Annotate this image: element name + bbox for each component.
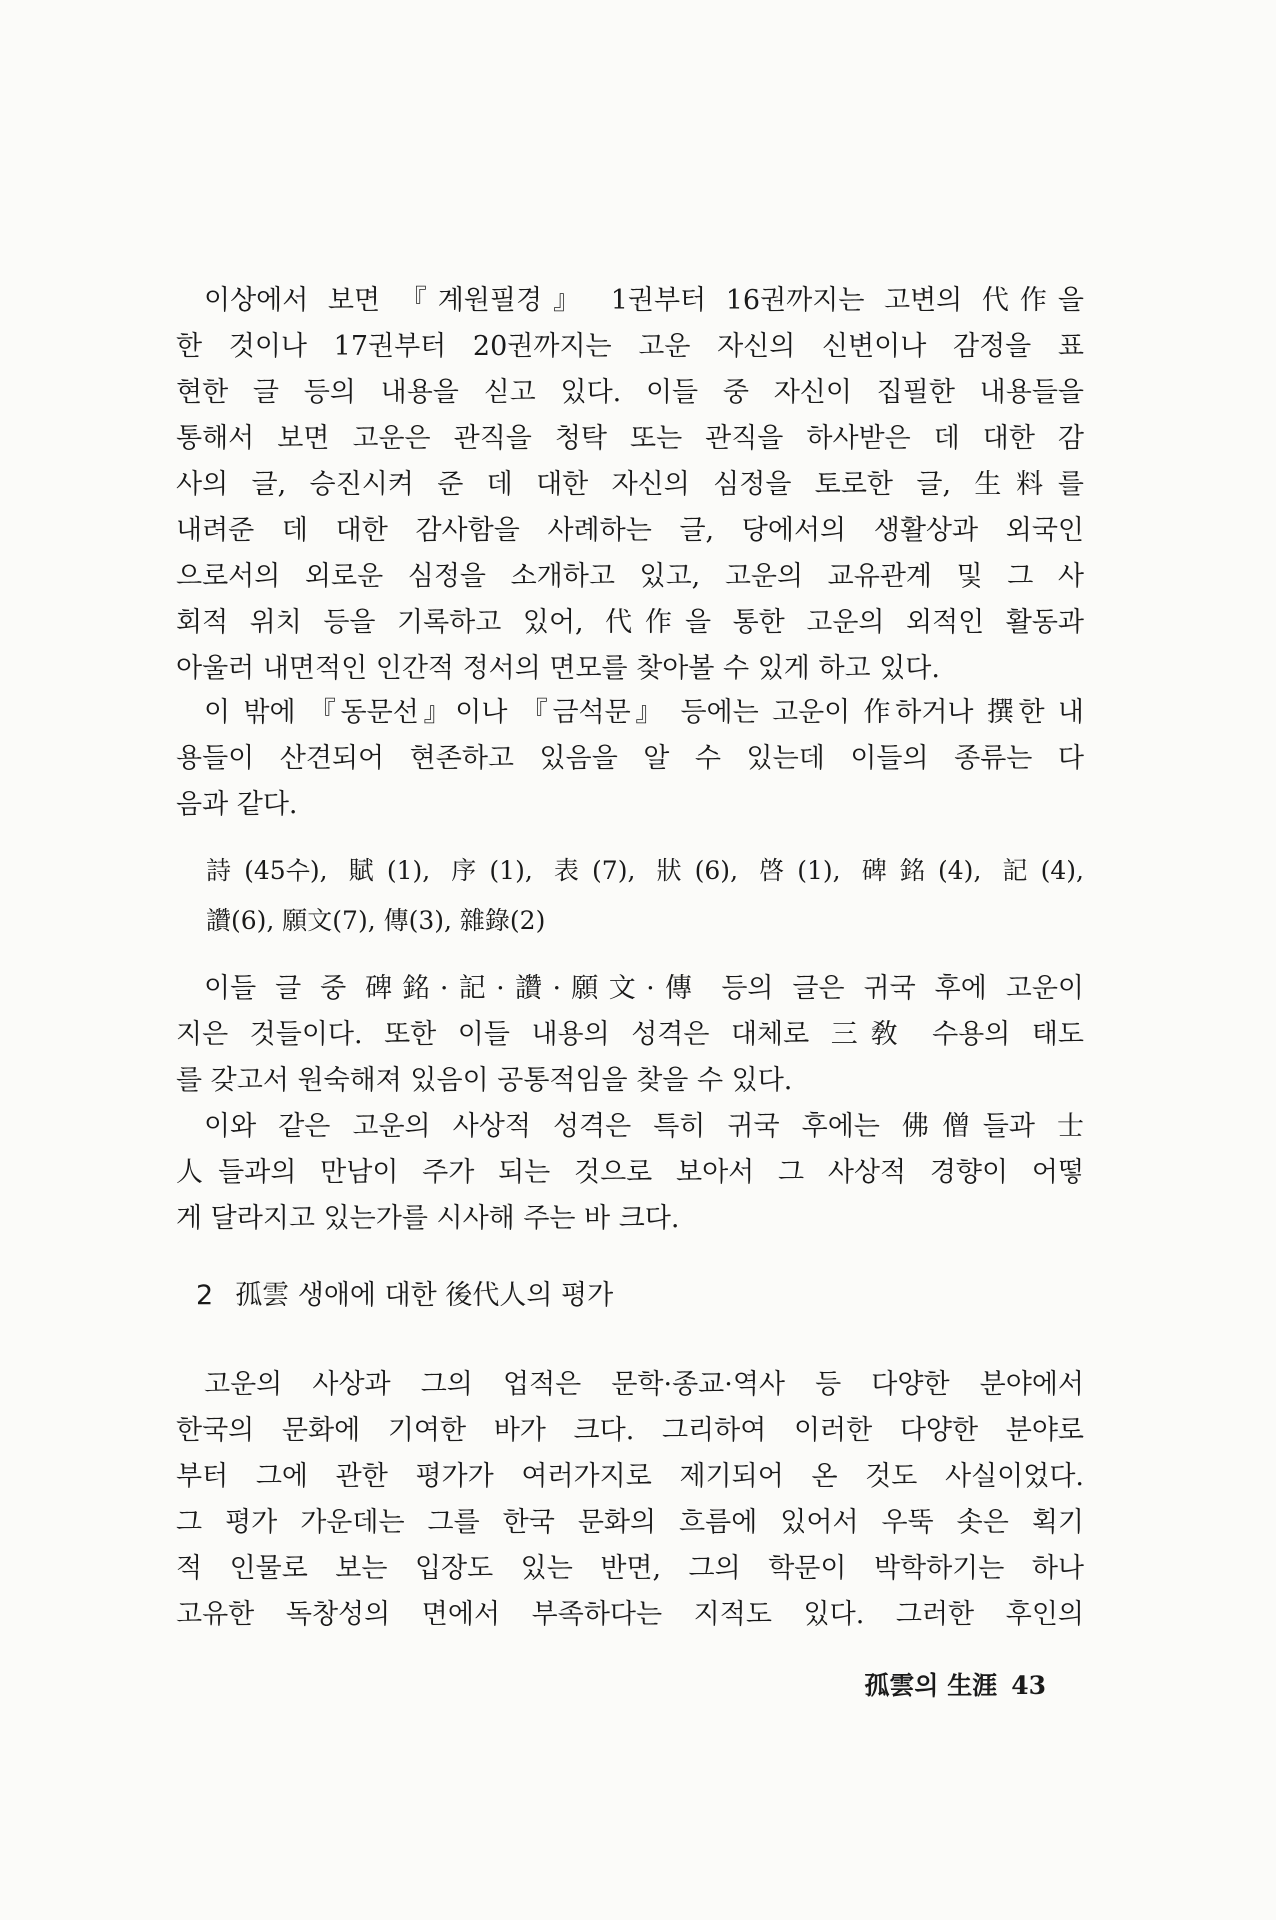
genre-list-line: 詩(45수), 賦(1), 序(1), 表(7), 狀(6), 啓(1), 碑銘(4), 記(4),: [206, 856, 1084, 885]
text-line: 지은 것들이다. 또한 이들 내용의 성격은 대체로 三敎 수용의 태도: [176, 1019, 1084, 1050]
text-line: 한 것이나 17권부터 20권까지는 고운 자신의 신변이나 감정을 표: [176, 331, 1084, 362]
text-line: 내려준 데 대한 감사함을 사례하는 글, 당에서의 생활상과 외국인: [176, 515, 1084, 546]
text-line: 를 갖고서 원숙해져 있음이 공통적임을 찾을 수 있다.: [176, 1065, 793, 1096]
text-line: 이와 같은 고운의 사상적 성격은 특히 귀국 후에는 佛僧들과 士: [204, 1111, 1084, 1142]
text-line: 고운의 사상과 그의 업적은 문학·종교·역사 등 다양한 분야에서: [204, 1369, 1084, 1400]
text-line: 이상에서 보면 『계원필경』 1권부터 16권까지는 고변의 代作을: [204, 285, 1084, 316]
paragraph-2: [176, 690, 1084, 828]
section-number: 2: [196, 1280, 214, 1311]
paragraph-5: [176, 1362, 1084, 1638]
text-line: 현한 글 등의 내용을 싣고 있다. 이들 중 자신이 집필한 내용들을: [176, 377, 1084, 408]
page-number: 43: [1011, 1671, 1046, 1700]
genre-list: [206, 846, 1084, 946]
text-line: 그 평가 가운데는 그를 한국 문화의 흐름에 있어서 우뚝 솟은 획기: [176, 1507, 1084, 1538]
text-line: 용들이 산견되어 현존하고 있음을 알 수 있는데 이들의 종류는 다: [176, 743, 1084, 774]
text-line: 사의 글, 승진시켜 준 데 대한 자신의 심정을 토로한 글, 生料를: [176, 469, 1084, 500]
text-line: 회적 위치 등을 기록하고 있어, 代作을 통한 고운의 외적인 활동과: [176, 607, 1084, 638]
running-footer: [864, 1666, 1046, 1702]
text-line: 이 밖에 『동문선』이나 『금석문』 등에는 고운이 作하거나 撰한 내: [204, 697, 1084, 728]
section-title: 孤雲 생애에 대한 後代人의 평가: [235, 1280, 614, 1311]
text-line: 게 달라지고 있는가를 시사해 주는 바 크다.: [176, 1203, 680, 1234]
text-line: 으로서의 외로운 심정을 소개하고 있고, 고운의 교유관계 및 그 사: [176, 561, 1084, 592]
text-line: 아울러 내면적인 인간적 정서의 면모를 찾아볼 수 있게 하고 있다.: [176, 653, 940, 684]
section-heading: [196, 1276, 613, 1316]
running-title: 孤雲의 生涯: [864, 1671, 998, 1700]
text-line: 적 인물로 보는 입장도 있는 반면, 그의 학문이 박학하기는 하나: [176, 1553, 1084, 1584]
text-line: 부터 그에 관한 평가가 여러가지로 제기되어 온 것도 사실이었다.: [176, 1461, 1084, 1492]
paragraph-3: [176, 966, 1084, 1104]
paragraph-4: [176, 1104, 1084, 1242]
text-line: 고유한 독창성의 면에서 부족하다는 지적도 있다. 그러한 후인의: [176, 1599, 1084, 1630]
text-line: 음과 같다.: [176, 789, 298, 820]
text-line: 통해서 보면 고운은 관직을 청탁 또는 관직을 하사받은 데 대한 감: [176, 423, 1084, 454]
genre-list-line: 讚(6), 願文(7), 傳(3), 雜錄(2): [206, 906, 546, 935]
paragraph-1: [176, 278, 1084, 692]
text-line: 人들과의 만남이 주가 되는 것으로 보아서 그 사상적 경향이 어떻: [176, 1157, 1084, 1188]
text-line: 이들 글 중 碑銘·記·讚·願文·傳 등의 글은 귀국 후에 고운이: [204, 973, 1084, 1004]
text-line: 한국의 문화에 기여한 바가 크다. 그리하여 이러한 다양한 분야로: [176, 1415, 1084, 1446]
